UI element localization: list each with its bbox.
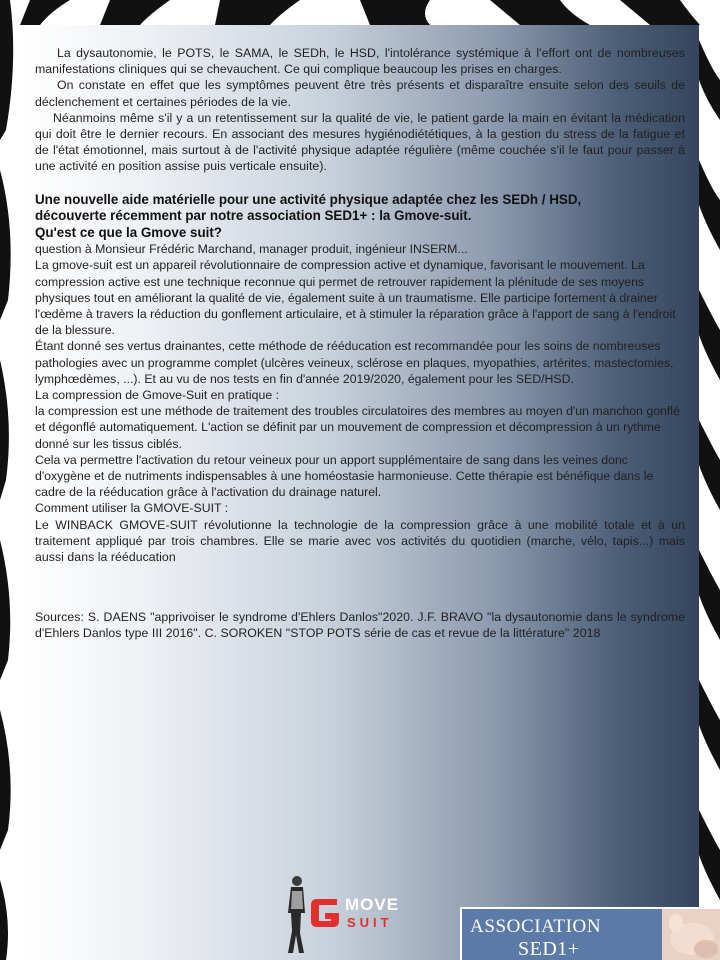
intro-paragraph-1: La dysautonomie, le POTS, le SAMA, le SEDh, le HSD, l'intolérance systémique à l'effort ont de nombreuses manifestations cliniques qui se chevauchent. Ce qui complique beaucoup les prises en charges. [35,46,685,77]
question-note: question à Monsieur Frédéric Marchand, manager produit, ingénieur INSERM... [35,242,468,257]
usage-title: Comment utiliser la GMOVE-SUIT : [35,501,229,516]
baby-hand-icon [662,909,720,960]
section-heading-line-3: Qu'est ce que la Gmove suit? [35,224,222,240]
logo-suit-text: SUIT [347,915,393,930]
intro-paragraph-2: On constate en effet que les symptômes peuvent être très présents et disparaître ensuite selon des seuils de déclenchement et certaines périodes de la vie. [35,78,685,109]
gmove-description: La gmove-suit est un appareil révolutionnaire de compression active et dynamique, favorisant le mouvement. La compression active est une technique reconnue qui permet de retrouver rapidement la plénitude de ses moyens physiques tout en améliorant la qualité de vie, également suite à un traumatisme. Elle participe fortement à drainer l'œdème à travers la réduction du gonflement articulaire, et à stimuler la réparation grâce à l'apport de sang à l'endroit de la blessure. [35,258,676,338]
intro-paragraph-3: Néanmoins même s'il y a un retentissement sur la qualité de vie, le patient garde la main en évitant la médication qui doit être le dernier recours. En associant des mesures hygiénodiététiques, à la gestion du stress de la fatigue et de l'état émotionnel, mais surtout à de l'activité physique adaptée régulière (même couchée s'il le faut pour passer à une activité en position assise puis verticale ensuite). [35,110,685,174]
usage-paragraph: Le WINBACK GMOVE-SUIT révolutionne la technologie de la compression grâce à une mobilité totale et à un traitement appliqué par trois chambres. Elle se marie avec vos activités du quotidien (marche, vélo, tapis...) mais aussi dans la rééducation [35,517,685,564]
logo-move-text: MOVE [345,895,400,914]
gmove-suit-logo [283,873,423,955]
venous-return-paragraph: Cela va permettre l'activation du retour veineux pour un apport supplémentaire de sang dans les veines donc d'oxygène et de nutriments indispensables à une homéostasie harmonieuse. Cette thérapie est bénéfique dans le cadre de la rééducation grâce à l'activation du drainage naturel. [35,452,654,500]
gmove-indications: Étant donné ses vertus drainantes, cette méthode de rééducation est recommandée pour les soins de nombreuses pathologies avec un programme complet (ulcères veineux, sclérose en plaques, myopathies, artérites, mastectomies, lymphœdèmes, ...). Et au vu de nos tests en fin d'année 2019/2020, également pour les SED/HSD. [35,339,674,386]
g-logo-icon [307,893,343,933]
section-heading-line-1: Une nouvelle aide matérielle pour une activité physique adaptée chez les SEDh / HSD, [35,191,582,207]
association-name: SED1+ [518,938,580,960]
practice-paragraph: la compression est une méthode de traitement des troubles circulatoires des membres au moyen d'un manchon gonflé et dégonflé automatiquement. L'action se définit par un mouvement de compression et décompression à un rythme donné sur les tissus ciblés. [35,404,680,451]
association-banner [460,907,720,960]
sources-paragraph: Sources: S. DAENS "apprivoiser le syndrome d'Ehlers Danlos"2020. J.F. BRAVO "la dysautonomie dans le syndrome d'Ehlers Danlos type III 2016". C. SOROKEN "STOP POTS série de cas et revue de la littérature" 2018 [35,610,685,641]
article-panel [19,25,699,960]
association-label: ASSOCIATION [470,916,602,937]
practice-title: La compression de Gmove-Suit en pratique : [35,387,280,402]
section-heading-line-2: découverte récemment par notre association SED1+ : la Gmove-suit. [35,208,472,224]
